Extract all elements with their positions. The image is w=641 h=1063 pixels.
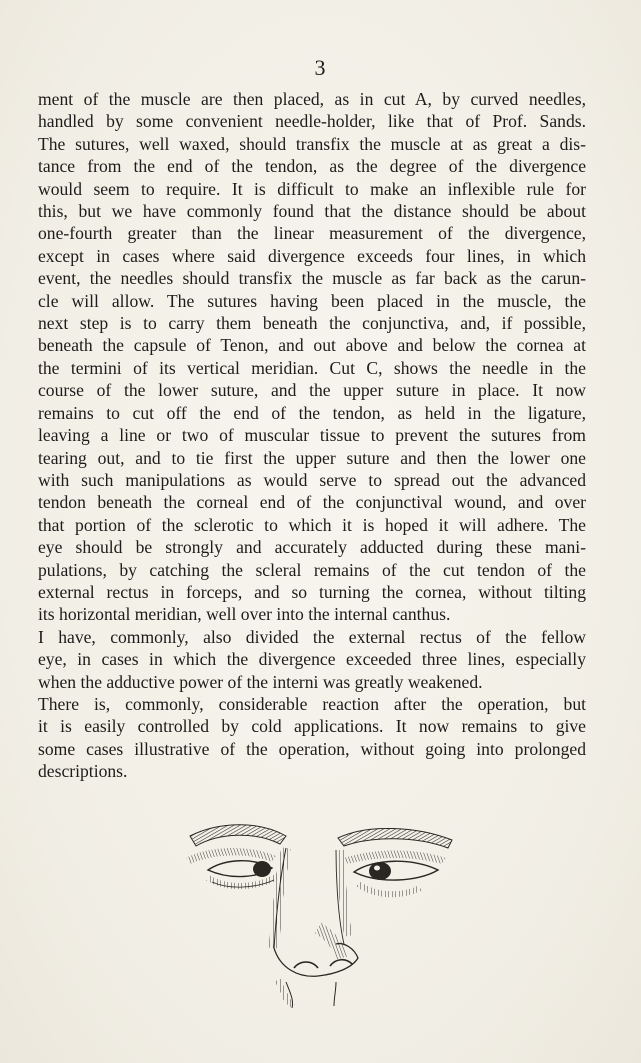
text-line: eye should be strongly and accurately adducted during these mani- <box>38 537 586 558</box>
text-line: except in cases where said divergence exceeds four lines, in which <box>38 245 586 266</box>
face-engraving-icon <box>168 818 468 1008</box>
text-line: ment of the muscle are then placed, as in cut A, by curved needles, <box>38 89 586 109</box>
text-line: eye, in cases in which the divergence exceeded three lines, especially <box>38 649 586 670</box>
text-line: handled by some convenient needle-holder, like that of Prof. Sands. <box>38 111 586 132</box>
text-line: There is, commonly, considerable reaction after the operation, but <box>38 693 586 714</box>
text-line: remains to cut off the end of the tendon, as held in the ligature, <box>38 402 586 423</box>
text-line: with such manipulations as would serve to spread out the advanced <box>38 469 586 490</box>
page-number: 3 <box>314 55 326 80</box>
body-text <box>38 88 586 783</box>
text-line: The sutures, well waxed, should transfix the muscle at as great a dis- <box>38 133 586 154</box>
text-line: it is easily controlled by cold applications. It now remains to give <box>38 716 586 737</box>
text-line: tendon beneath the corneal end of the conjunctival wound, and over <box>38 492 586 513</box>
text-line: some cases illustrative of the operation, without going into prolonged <box>38 738 586 759</box>
text-line: external rectus in forceps, and so turning the cornea, without tilting <box>38 581 586 602</box>
text-line: leaving a line or two of muscular tissue to prevent the sutures from <box>38 425 586 446</box>
text-line: the termini of its vertical meridian. Cut C, shows the needle in the <box>38 357 586 378</box>
text-line: pulations, by catching the scleral remains of the cut tendon of the <box>38 559 586 580</box>
text-line: descriptions. <box>38 761 128 782</box>
text-line: beneath the capsule of Tenon, and out above and below the cornea at <box>38 335 586 356</box>
text-line: tearing out, and to tie first the upper suture and then the lower one <box>38 447 586 468</box>
text-line: cle will allow. The sutures having been placed in the muscle, the <box>38 290 586 311</box>
text-line: course of the lower suture, and the upper suture in place. It now <box>38 380 586 401</box>
text-line: that portion of the sclerotic to which it is hoped it will adhere. The <box>38 514 586 535</box>
text-line: tance from the end of the tendon, as the degree of the divergence <box>38 156 586 177</box>
text-line: would seem to require. It is difficult to make an inflexible rule for <box>38 178 586 199</box>
text-line: its horizontal meridian, well over into the internal canthus. <box>38 604 451 625</box>
text-line: one-fourth greater than the linear measurement of the divergence, <box>38 223 586 244</box>
text-line: I have, commonly, also divided the external rectus of the fellow <box>38 626 586 647</box>
text-line: event, the needles should transfix the muscle as far back as the carun- <box>38 268 586 289</box>
text-line: next step is to carry them beneath the conjunctiva, and, if possible, <box>38 313 586 334</box>
face-engraving-figure <box>168 818 468 1008</box>
text-line: when the adductive power of the interni was greatly weakened. <box>38 671 483 692</box>
text-line: this, but we have commonly found that the distance should be about <box>38 201 586 222</box>
